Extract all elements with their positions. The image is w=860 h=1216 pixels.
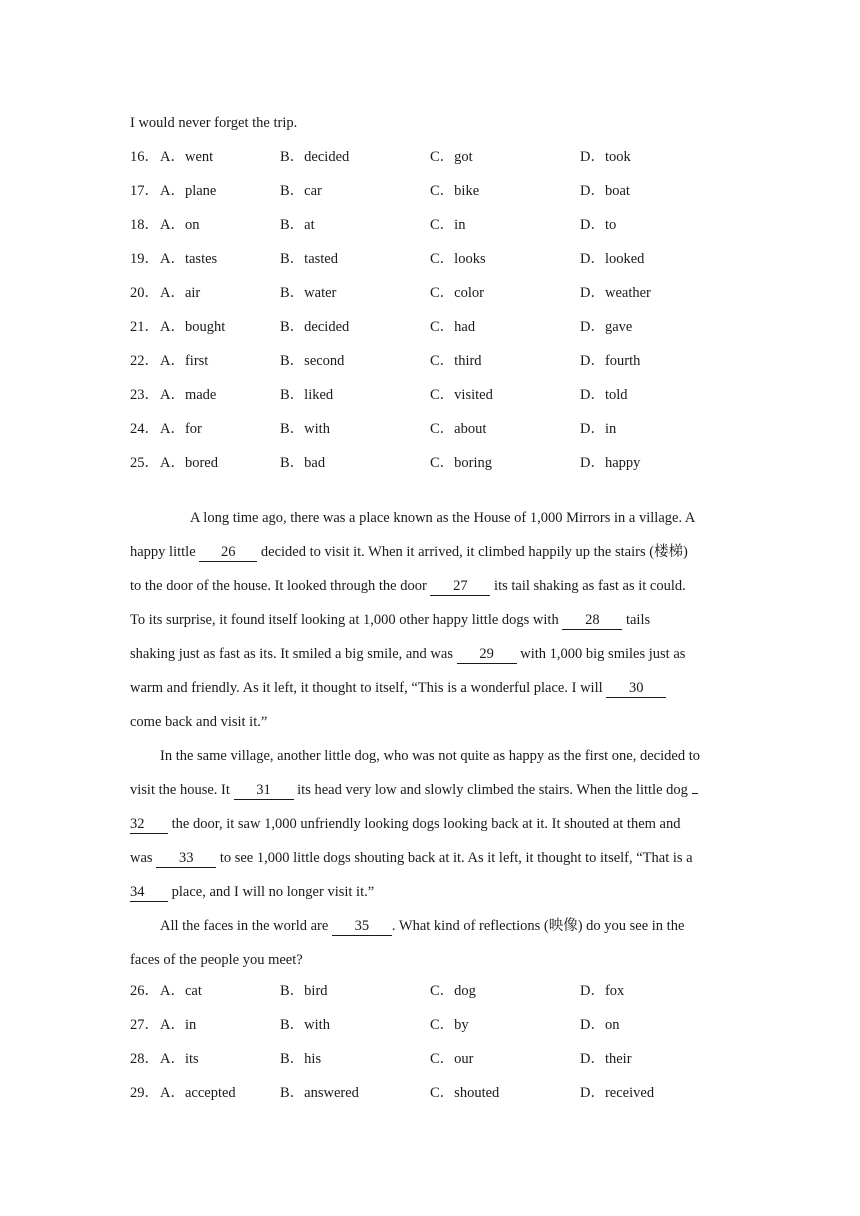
option-b: B．with (280, 1017, 330, 1033)
passage-line: was 33 to see 1,000 little dogs shouting back at it. As it left, it thought to itself, “That is a (130, 850, 693, 866)
option-a: A．for (160, 421, 202, 437)
option-d: D．weather (580, 285, 651, 301)
question-number: 21． (130, 319, 159, 335)
option-b: B．at (280, 217, 315, 233)
question-row (130, 419, 730, 453)
question-row (130, 283, 730, 317)
passage-line: to the door of the house. It looked through the door 27 its tail shaking as fast as it could. (130, 578, 686, 594)
blank-29: 29 (457, 646, 517, 664)
option-b: B．bird (280, 983, 328, 999)
passage-line: All the faces in the world are 35 . What kind of reflections (映像) do you see in the (160, 918, 685, 934)
question-row (130, 249, 730, 283)
options-list-26-29 (130, 981, 730, 1117)
blank-28: 28 (562, 612, 622, 630)
passage-line: 34 place, and I will no longer visit it.” (130, 884, 375, 900)
option-b: B．car (280, 183, 322, 199)
blank-31: 31 (234, 782, 294, 800)
option-b: B．answered (280, 1085, 359, 1101)
option-d: D．their (580, 1051, 632, 1067)
option-a: A．plane (160, 183, 217, 199)
option-d: D．happy (580, 455, 641, 471)
question-row (130, 981, 730, 1015)
option-c: C．in (430, 217, 466, 233)
passage-line: In the same village, another little dog, who was not quite as happy as the first one, decided to (160, 748, 700, 764)
option-d: D．took (580, 149, 631, 165)
option-b: B．bad (280, 455, 326, 471)
question-number: 17． (130, 183, 159, 199)
option-d: D．boat (580, 183, 630, 199)
question-row (130, 1083, 730, 1117)
question-number: 25． (130, 455, 159, 471)
option-d: D．told (580, 387, 628, 403)
option-c: C．bike (430, 183, 480, 199)
option-c: C．boring (430, 455, 493, 471)
question-row (130, 215, 730, 249)
option-a: A．accepted (160, 1085, 236, 1101)
option-d: D．in (580, 421, 617, 437)
option-a: A．bored (160, 455, 218, 471)
option-d: D．fox (580, 983, 625, 999)
option-d: D．on (580, 1017, 620, 1033)
question-number: 23． (130, 387, 159, 403)
passage-line: faces of the people you meet? (130, 952, 303, 968)
blank-30: 30 (606, 680, 666, 698)
question-number: 24． (130, 421, 159, 437)
option-d: D．received (580, 1085, 655, 1101)
option-a: A．first (160, 353, 209, 369)
option-c: C．shouted (430, 1085, 500, 1101)
option-d: D．looked (580, 251, 645, 267)
question-number: 16． (130, 149, 159, 165)
option-a: A．its (160, 1051, 199, 1067)
option-b: B．decided (280, 149, 350, 165)
question-row (130, 317, 730, 351)
options-list-16-25 (130, 147, 730, 487)
option-a: A．cat (160, 983, 202, 999)
blank-underline (692, 793, 698, 794)
question-number: 18． (130, 217, 159, 233)
passage-line: A long time ago, there was a place known as the House of 1,000 Mirrors in a village. A (190, 510, 696, 526)
option-b: B．decided (280, 319, 350, 335)
blank-32: 32 (130, 816, 168, 834)
question-row (130, 147, 730, 181)
question-row (130, 453, 730, 487)
option-a: A．on (160, 217, 200, 233)
option-c: C．dog (430, 983, 476, 999)
question-number: 29． (130, 1085, 159, 1101)
option-d: D．gave (580, 319, 633, 335)
question-number: 19． (130, 251, 159, 267)
blank-33: 33 (156, 850, 216, 868)
question-number: 26． (130, 983, 159, 999)
blank-34: 34 (130, 884, 168, 902)
passage-line: visit the house. It 31 its head very low and slowly climbed the stairs. When the little dog (130, 780, 740, 814)
intro-block (130, 113, 730, 147)
option-d: D．to (580, 217, 617, 233)
blank-27: 27 (430, 578, 490, 596)
question-row (130, 385, 730, 419)
question-number: 28． (130, 1051, 159, 1067)
option-a: A．made (160, 387, 217, 403)
option-b: B．with (280, 421, 330, 437)
option-a: A．tastes (160, 251, 218, 267)
question-number: 22． (130, 353, 159, 369)
question-row (130, 1049, 730, 1083)
option-b: B．his (280, 1051, 322, 1067)
option-c: C．visited (430, 387, 493, 403)
option-c: C．color (430, 285, 484, 301)
passage-line: come back and visit it.” (130, 714, 268, 730)
question-row (130, 181, 730, 215)
passage-line: shaking just as fast as its. It smiled a big smile, and was 29 with 1,000 big smiles just as (130, 646, 686, 662)
blank-26: 26 (199, 544, 257, 562)
passage-line: To its surprise, it found itself looking at 1,000 other happy little dogs with 28 tails (130, 612, 651, 628)
passage-line: warm and friendly. As it left, it thought to itself, “This is a wonderful place. I will 30 (130, 678, 740, 712)
passage-line: 32 the door, it saw 1,000 unfriendly looking dogs looking back at it. It shouted at them and (130, 816, 681, 832)
option-c: C．looks (430, 251, 486, 267)
question-number: 27． (130, 1017, 159, 1033)
question-row (130, 351, 730, 385)
option-c: C．about (430, 421, 487, 437)
blank-35: 35 (332, 918, 392, 936)
cloze-passage (130, 508, 740, 984)
option-c: C．by (430, 1017, 469, 1033)
option-d: D．fourth (580, 353, 641, 369)
option-a: A．went (160, 149, 214, 165)
option-b: B．tasted (280, 251, 338, 267)
option-a: A．bought (160, 319, 226, 335)
question-number: 20． (130, 285, 159, 301)
option-b: B．liked (280, 387, 334, 403)
option-b: B．water (280, 285, 337, 301)
option-a: A．in (160, 1017, 197, 1033)
passage-line: happy little 26 decided to visit it. When it arrived, it climbed happily up the stairs (楼梯) (130, 544, 688, 560)
option-a: A．air (160, 285, 201, 301)
option-b: B．second (280, 353, 345, 369)
option-c: C．our (430, 1051, 474, 1067)
option-c: C．got (430, 149, 473, 165)
intro-line: I would never forget the trip. (130, 115, 298, 131)
question-row (130, 1015, 730, 1049)
option-c: C．had (430, 319, 476, 335)
option-c: C．third (430, 353, 482, 369)
